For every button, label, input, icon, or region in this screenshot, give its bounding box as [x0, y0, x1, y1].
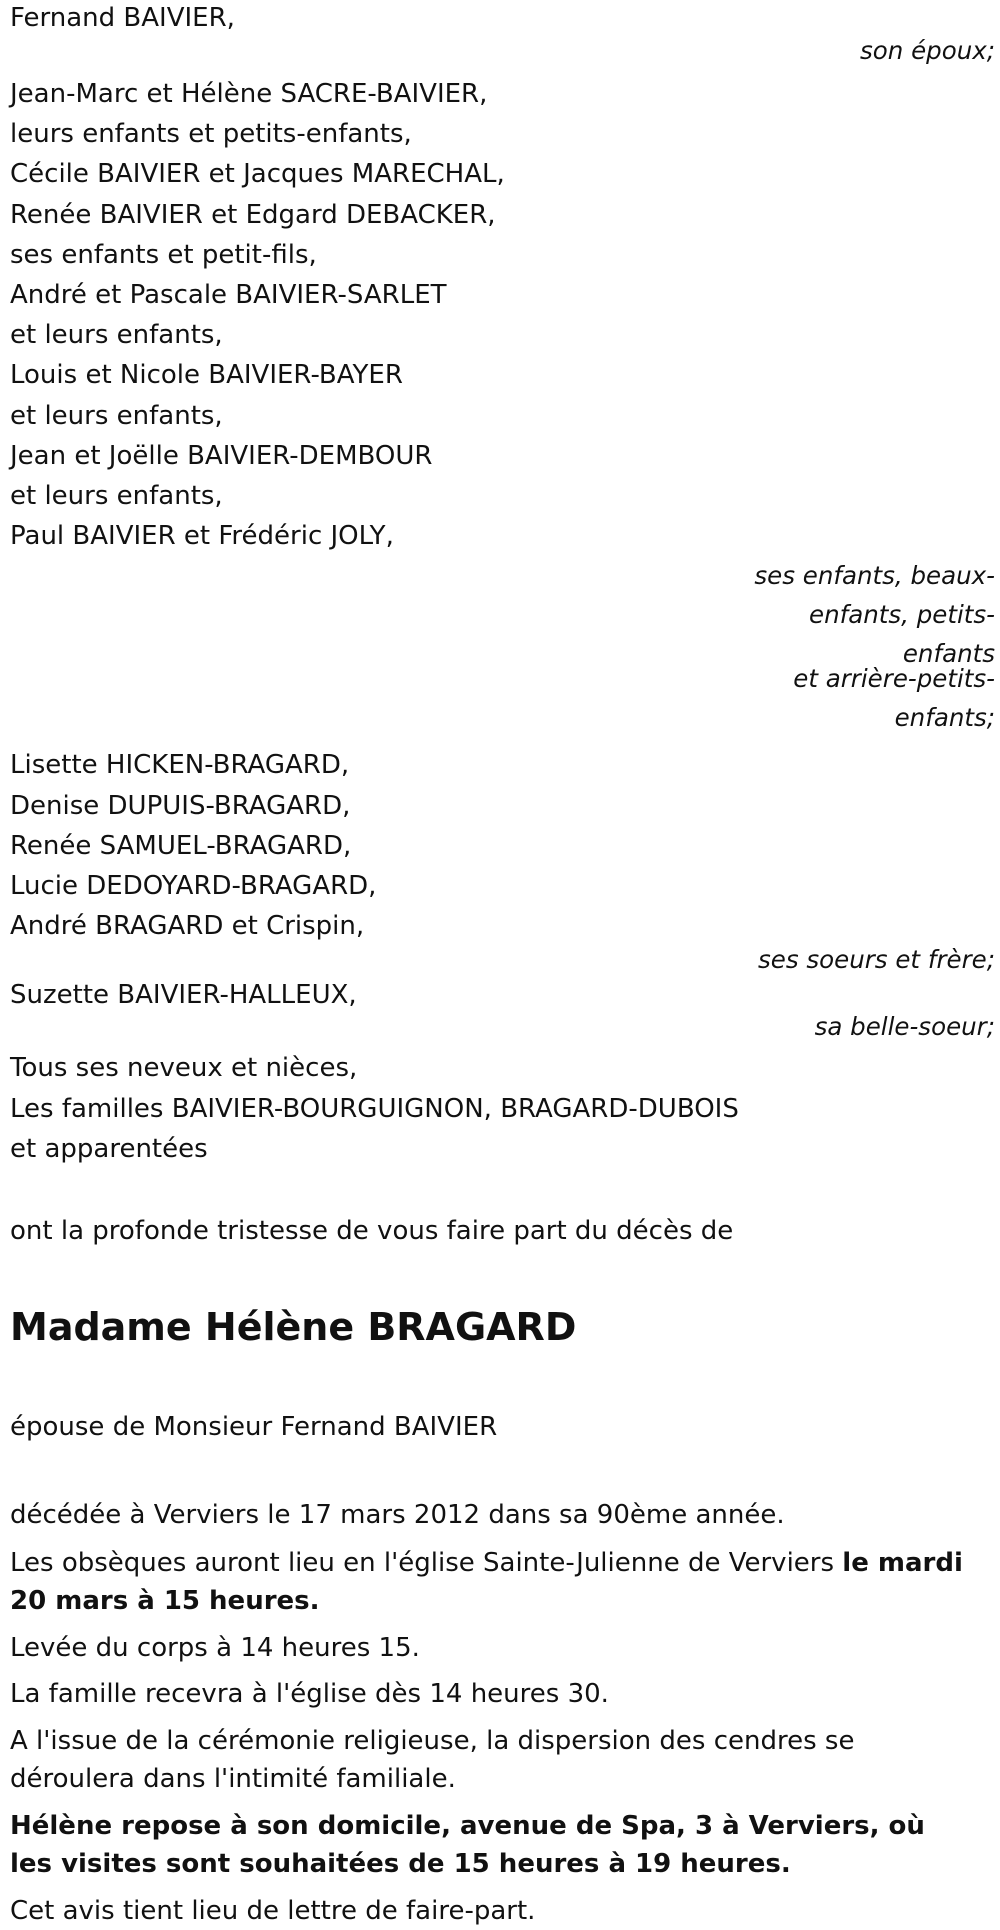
- children-line: Paul BAIVIER et Frédéric JOLY,: [10, 521, 394, 552]
- spouse-role: son époux;: [860, 36, 995, 65]
- children-line: Jean et Joëlle BAIVIER-DEMBOUR: [10, 440, 433, 471]
- children-line: Cécile BAIVIER et Jacques MARECHAL,: [10, 159, 505, 190]
- sibling-line: Lisette HICKEN-BRAGARD,: [10, 750, 350, 781]
- sister-in-law-block: [10, 978, 995, 1042]
- children-line: leurs enfants et petits-enfants,: [10, 119, 412, 150]
- deceased-name: Madame Hélène BRAGARD: [10, 1305, 577, 1350]
- children-line: Renée BAIVIER et Edgard DEBACKER,: [10, 199, 496, 230]
- siblings-block: [10, 745, 995, 974]
- children-line: Jean-Marc et Hélène SACRE-BAIVIER,: [10, 79, 488, 109]
- others-line: et apparentées: [10, 1133, 208, 1164]
- dispersion-info: A l'issue de la cérémonie religieuse, la dispersion des cendres se déroulera dans l'intimité familiale.: [10, 1725, 855, 1795]
- others-line: Les familles BAIVIER-BOURGUIGNON, BRAGARD-DUBOIS: [10, 1093, 739, 1124]
- children-role-line: ses enfants, beaux-enfants, petits-enfants: [754, 561, 995, 669]
- others-line: Tous ses neveux et nièces,: [10, 1053, 358, 1084]
- funeral-text: Les obsèques auront lieu en l'église Sainte-Julienne de Verviers: [10, 1547, 843, 1578]
- sister-in-law-role: sa belle-soeur;: [814, 1012, 995, 1042]
- children-block: [10, 74, 995, 737]
- sibling-line: Denise DUPUIS-BRAGARD,: [10, 790, 351, 821]
- children-line: et leurs enfants,: [10, 320, 223, 351]
- funeral-info: [10, 1544, 995, 1621]
- announcement-intro: ont la profonde tristesse de vous faire part du décès de: [10, 1216, 734, 1247]
- children-line: Louis et Nicole BAIVIER-BAYER: [10, 360, 403, 391]
- spouse-of-line: épouse de Monsieur Fernand BAIVIER: [10, 1412, 498, 1443]
- children-line: et leurs enfants,: [10, 400, 223, 431]
- children-line: André et Pascale BAIVIER-SARLET: [10, 280, 447, 311]
- levee-info: Levée du corps à 14 heures 15.: [10, 1632, 420, 1663]
- sibling-line: Lucie DEDOYARD-BRAGARD,: [10, 871, 377, 902]
- notice-line: Cet avis tient lieu de lettre de faire-part.: [10, 1895, 536, 1926]
- obituary-content: [10, 0, 995, 1930]
- spouse-block: [10, 0, 995, 66]
- sister-in-law-name: Suzette BAIVIER-HALLEUX,: [10, 980, 357, 1011]
- sibling-line: Renée SAMUEL-BRAGARD,: [10, 830, 352, 861]
- children-line: ses enfants et petit-fils,: [10, 239, 317, 270]
- reception-info: La famille recevra à l'église dès 14 heures 30.: [10, 1679, 609, 1710]
- spouse-name: Fernand BAIVIER,: [10, 3, 235, 33]
- children-line: et leurs enfants,: [10, 481, 223, 512]
- rest-place-info: Hélène repose à son domicile, avenue de Spa, 3 à Verviers, où les visites sont souhaitées de 15 heures à 19 heures.: [10, 1810, 925, 1880]
- children-role: [735, 556, 995, 737]
- sibling-line: André BRAGARD et Crispin,: [10, 911, 365, 942]
- siblings-role: ses soeurs et frère;: [757, 945, 995, 975]
- death-info: décédée à Verviers le 17 mars 2012 dans sa 90ème année.: [10, 1500, 785, 1531]
- funeral-date: le mardi 20 mars à 15 heures.: [10, 1547, 963, 1617]
- others-block: [10, 1048, 995, 1169]
- children-role-line: et arrière-petits-enfants;: [793, 664, 995, 733]
